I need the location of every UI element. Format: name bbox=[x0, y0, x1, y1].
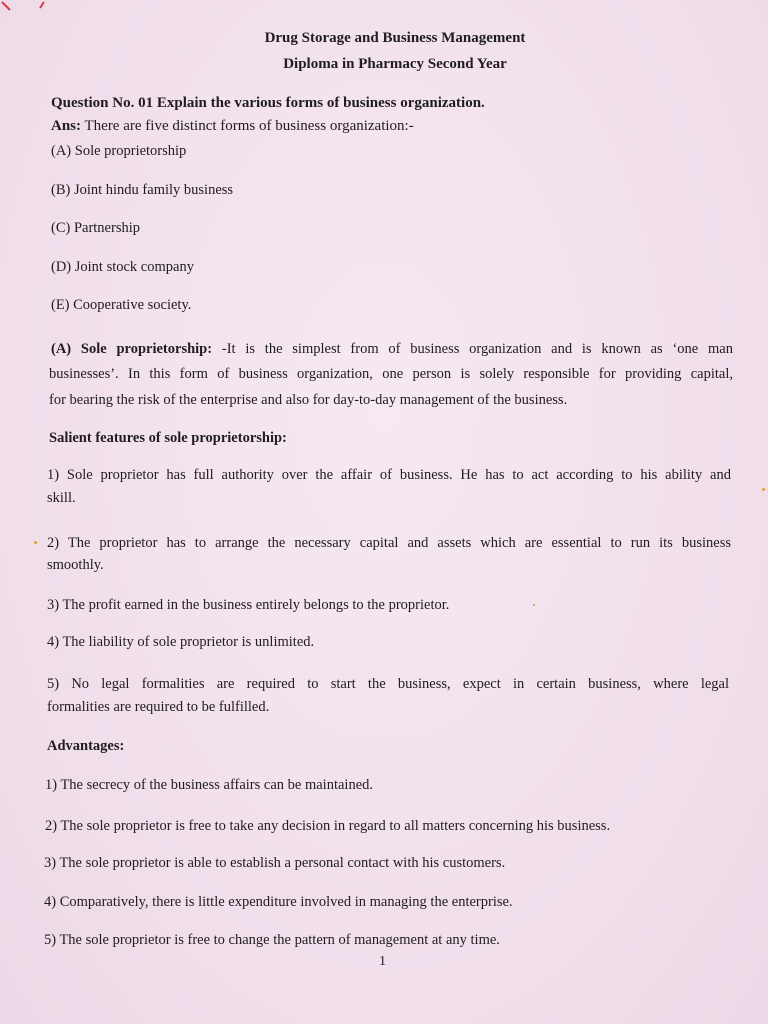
sole-proprietorship-heading: (A) Sole proprietorship: bbox=[51, 341, 213, 357]
form-item: (A) Sole proprietorship bbox=[51, 143, 187, 159]
feature-item: 3) The profit earned in the business entirely belongs to the proprietor. bbox=[47, 597, 450, 613]
advantage-item: 1) The secrecy of the business affairs can be maintained. bbox=[45, 777, 374, 793]
advantage-item: 2) The sole proprietor is free to take any decision in regard to all matters concerning his business. bbox=[45, 818, 611, 834]
form-item: (B) Joint hindu family business bbox=[51, 182, 234, 198]
scan-speck bbox=[533, 604, 535, 606]
salient-features-heading: Salient features of sole proprietorship: bbox=[49, 430, 287, 446]
feature-item: 5) No legal formalities are required to start the business, expect in certain business, where legal bbox=[47, 676, 729, 692]
form-item: (C) Partnership bbox=[51, 220, 140, 236]
sole-proprietorship-line bbox=[51, 341, 733, 358]
sole-proprietorship-line: for bearing the risk of the enterprise and also for day-to-day management of the business. bbox=[49, 392, 568, 408]
form-item: (D) Joint stock company bbox=[51, 259, 194, 275]
pen-mark bbox=[0, 0, 60, 20]
feature-item: 2) The proprietor has to arrange the necessary capital and assets which are essential to run its business bbox=[47, 535, 731, 551]
advantage-item: 5) The sole proprietor is free to change the pattern of management at any time. bbox=[44, 932, 500, 948]
document-title: Drug Storage and Business Management bbox=[264, 30, 526, 46]
feature-item-cont: skill. bbox=[47, 490, 76, 506]
question-label: Question No. 01 Explain the various forms of business organization. bbox=[51, 95, 485, 111]
answer-intro bbox=[51, 118, 414, 135]
feature-item-cont: smoothly. bbox=[47, 557, 104, 573]
document-subtitle: Diploma in Pharmacy Second Year bbox=[283, 56, 507, 72]
page-number: 1 bbox=[379, 954, 386, 969]
advantage-item: 4) Comparatively, there is little expenditure involved in managing the enterprise. bbox=[44, 894, 513, 910]
advantages-heading: Advantages: bbox=[47, 738, 125, 754]
answer-prefix: Ans: bbox=[51, 118, 82, 134]
scan-speck bbox=[34, 541, 37, 544]
feature-item: 1) Sole proprietor has full authority over the affair of business. He has to act according to his ability and bbox=[47, 467, 731, 483]
feature-item: 4) The liability of sole proprietor is unlimited. bbox=[47, 634, 315, 650]
sole-proprietorship-text: -It is the simplest from of business organization and is known as ‘one man bbox=[212, 341, 733, 357]
form-item: (E) Cooperative society. bbox=[51, 297, 192, 313]
answer-text: There are five distinct forms of business organization:- bbox=[81, 118, 414, 134]
feature-item-cont: formalities are required to be fulfilled. bbox=[47, 699, 270, 715]
sole-proprietorship-line: businesses’. In this form of business organization, one person is solely responsible for providing capital, bbox=[49, 366, 733, 382]
scan-speck bbox=[762, 488, 765, 491]
advantage-item: 3) The sole proprietor is able to establish a personal contact with his customers. bbox=[44, 855, 506, 871]
